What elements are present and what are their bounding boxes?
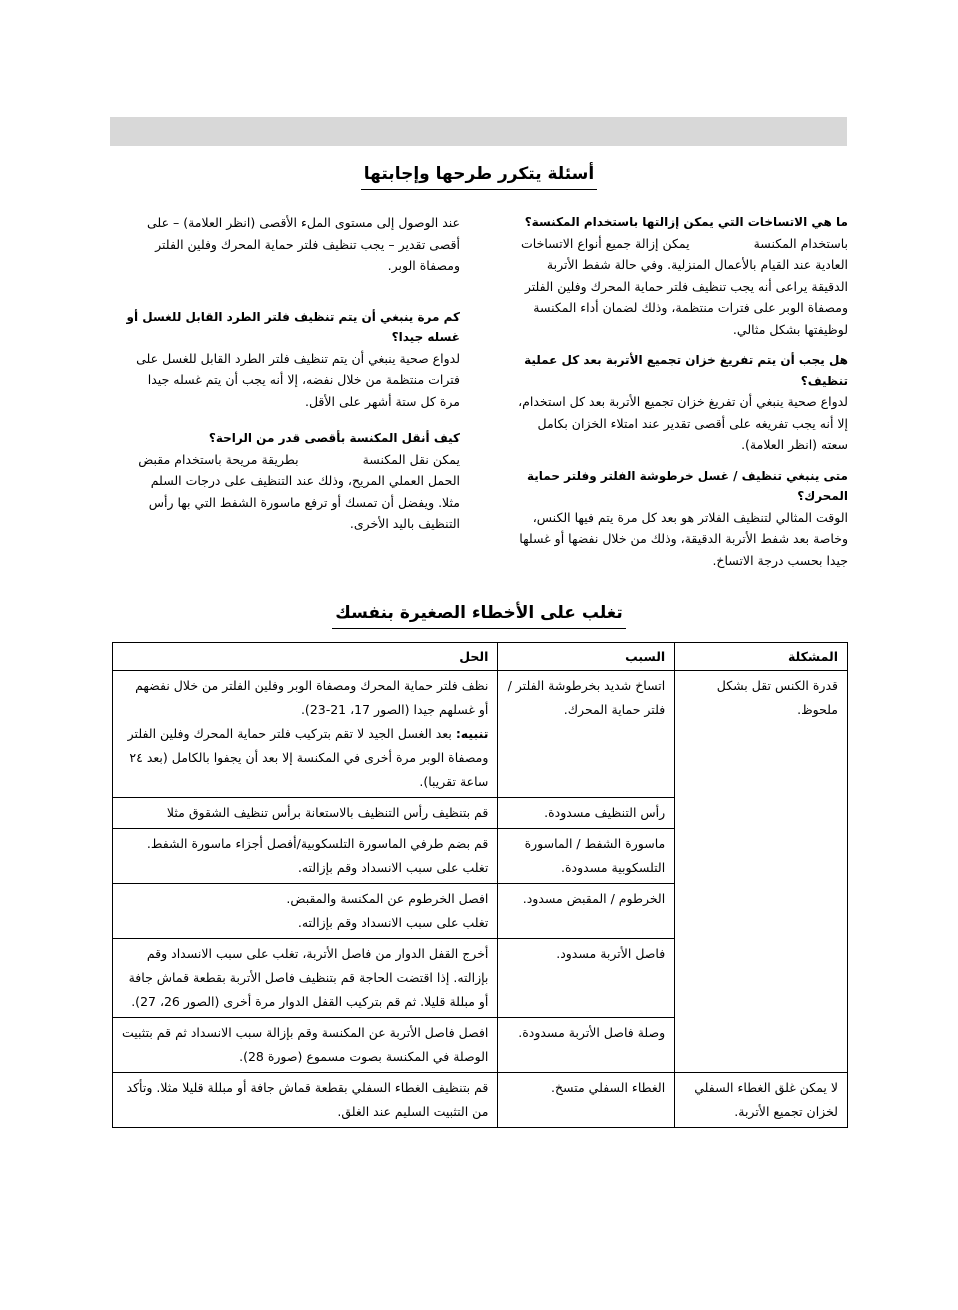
cause-cell: اتساخ شديد بخرطوشة الفلتر / فلتر حماية المحرك. bbox=[498, 671, 675, 798]
solution-text: أخرج القفل الدوار من فاصل الأتربة، تغلب على سبب الانسداد وقم بإزالته. إذا اقتضت الحاجة قم بتنظيف فاصل الأتربة بقطعة قماش جافة أو مبللة قليلا. ثم قم بتركيب القفل الدوار مرة أخرى (الصور 26، 27). bbox=[128, 946, 489, 1009]
faq-question: هل يجب أن يتم تفريغ خزان تجميع الأتربة بعد كل عملية تنظيف؟ bbox=[524, 353, 848, 388]
top-bar bbox=[110, 117, 847, 146]
faq-answer bbox=[125, 449, 460, 535]
solution-text: قم بضم طرفي الماسورة التلسكوبية/أفصل أجزاء ماسورة الشفط. bbox=[146, 836, 489, 851]
solution-text: قم بتنظيف الغطاء السفلي بقطعة قماش جافة أو مبللة قليلا مثلا. وتأكد من التثبيت السليم عند الغلق. bbox=[126, 1080, 489, 1119]
faq-question: كيف أنقل المكنسة بأقصى قدر من الراحة؟ bbox=[208, 431, 460, 445]
faq-item bbox=[518, 212, 848, 340]
problem-cell: لا يمكن غلق الغطاء السفلي لخزان تجميع الأتربة. bbox=[675, 1073, 848, 1128]
faq-answer-start: يمكن نقل المكنسة bbox=[362, 451, 460, 467]
header-solution: الحل bbox=[113, 643, 498, 671]
cause-cell: الخرطوم / المقبض مسدود. bbox=[498, 884, 675, 939]
faq-answer-rest: يمكن إزالة جميع أنواع الاتساخات العادية عند القيام بالأعمال المنزلية. وفي حالة شفط الأتربة الدقيقة يراعى أنه يجب تنظيف فلتر حماية المحرك وفلين الفلتر ومصفاة الوبر على فترات منتظمة، وذلك لضمان أداء المكنسة لوظيفتها بشكل مثالي. bbox=[521, 235, 848, 337]
solution-text: تغلب على سبب الانسداد وقم بإزالته. bbox=[297, 860, 489, 875]
solution-cell bbox=[113, 671, 498, 798]
table-row bbox=[113, 671, 848, 798]
cause-cell: الغطاء السفلي متسخ. bbox=[498, 1073, 675, 1128]
solution-text: افصل الخرطوم عن المكنسة والمقبض. bbox=[286, 891, 489, 906]
solution-text: نظف فلتر حماية المحرك ومصفاة الوبر وفلين الفلتر من خلال نفضهم أو غسلهم جيدا (الصور 17، 21-23). bbox=[135, 678, 489, 717]
faq-question: متى ينبغي تنظيف / غسل خرطوشة الفلتر وفلتر حماية المحرك؟ bbox=[527, 468, 848, 503]
faq-answer: لدواع صحية ينبغي أن يتم تنظيف فلتر الطرد القابل للغسل على فترات منتظمة من خلال نفضه، إلا أنه يجب أن يتم غسله جيدا مرة كل ستة أشهر على الأقل. bbox=[136, 350, 460, 409]
troubleshooting-title: تغلب على الأخطاء الصغيرة بنفسك bbox=[332, 601, 626, 629]
faq-title-wrap bbox=[110, 162, 848, 190]
solution-cell bbox=[113, 939, 498, 1018]
solution-cell bbox=[113, 1073, 498, 1128]
faq-answer bbox=[518, 233, 848, 341]
faq-question: ما هي الاتساخات التي يمكن إزالتها باستخدام المكنسة؟ bbox=[524, 215, 848, 229]
table-row bbox=[113, 1073, 848, 1128]
solution-text: قم بتنظيف رأس التنظيف بالاستعانة برأس تنظيف الشقوق مثلا bbox=[166, 805, 489, 820]
problem-cell: قدرة الكنس تقل بشكل ملحوظ. bbox=[675, 671, 848, 1073]
faq-question: كم مرة ينبغي أن يتم تنظيف فلتر الطرد القابل للغسل أو غسله جيدا؟ bbox=[126, 309, 460, 344]
solution-cell bbox=[113, 798, 498, 829]
faq-title: أسئلة يتكرر طرحها وإجابتها bbox=[361, 162, 597, 190]
faq-answer-start: باستخدام المكنسة bbox=[753, 235, 848, 251]
header-problem: المشكلة bbox=[675, 643, 848, 671]
cause-cell: فاصل الأتربة مسدود. bbox=[498, 939, 675, 1018]
faq-answer-continued: عند الوصول إلى مستوى الملء الأقصى (انظر العلامة) – على أقصى تقدير – يجب تنظيف فلتر حماية المحرك وفلين الفلتر ومصفاة الوبر. bbox=[147, 215, 460, 273]
faq-answer: الوقت المثالي لتنظيف الفلاتر هو بعد كل مرة يتم فيها الكنس، وخاصة بعد شفط الأتربة الدقيقة، وذلك من خلال نفضها أو غسلها جيدا بحسب درجة الاتساخ. bbox=[519, 509, 848, 568]
cause-cell: ماسورة الشفط / الماسورة التلسكوبية مسدودة. bbox=[498, 829, 675, 884]
faq-item bbox=[125, 428, 460, 535]
page bbox=[110, 117, 848, 1128]
troubleshooting-title-wrap bbox=[110, 601, 848, 629]
faq-item bbox=[518, 350, 848, 456]
cause-cell: وصلة فاصل الأتربة مسدودة. bbox=[498, 1018, 675, 1073]
note-label: تنبيه: bbox=[455, 726, 489, 741]
note-text: بعد الغسل الجيد لا تقم بتركيب فلتر حماية المحرك وفلين الفلتر ومصفاة الوبر مرة أخرى في المكنسة إلا بعد أن يجفوا بالكامل (بعد ٢٤ ساعة تقريبا). bbox=[127, 726, 489, 789]
faq-item bbox=[518, 466, 848, 572]
troubleshooting-table bbox=[112, 642, 848, 1128]
solution-cell bbox=[113, 1018, 498, 1073]
solution-cell bbox=[113, 829, 498, 884]
solution-note bbox=[122, 722, 488, 794]
header-cause: السبب bbox=[498, 643, 675, 671]
faq-answer: لدواع صحية ينبغي أن تفريغ خزان تجميع الأتربة بعد كل استخدام، إلا أنه يجب تفريغه على أقصى تقدير عند امتلاء الخزان بكامل سعته (انظر العلامة). bbox=[518, 394, 848, 452]
faq-left-column bbox=[125, 212, 460, 535]
cause-cell: رأس التنظيف مسدودة. bbox=[498, 798, 675, 829]
faq-right-column bbox=[518, 212, 848, 571]
solution-text: تغلب على سبب الانسداد وقم بإزالته. bbox=[297, 915, 489, 930]
faq-item bbox=[125, 307, 460, 413]
faq-section bbox=[110, 212, 848, 571]
faq-answer-rest: بطريقة مريحة باستخدام مقبض الحمل العملي المريح، وذلك عند التنظيف على درجات السلم مثلا. ويفضل أن تمسك أو ترفع ماسورة الشفط التي بها رأس التنظيف باليد الأخرى. bbox=[138, 451, 460, 531]
solution-text: افصل فاصل الأتربة عن المكنسة وقم بإزالة سبب الانسداد ثم قم بتثبيت الوصلة في المكنسة بصوت مسموع (صورة 28). bbox=[121, 1025, 489, 1064]
table-header-row bbox=[113, 643, 848, 671]
solution-cell bbox=[113, 884, 498, 939]
